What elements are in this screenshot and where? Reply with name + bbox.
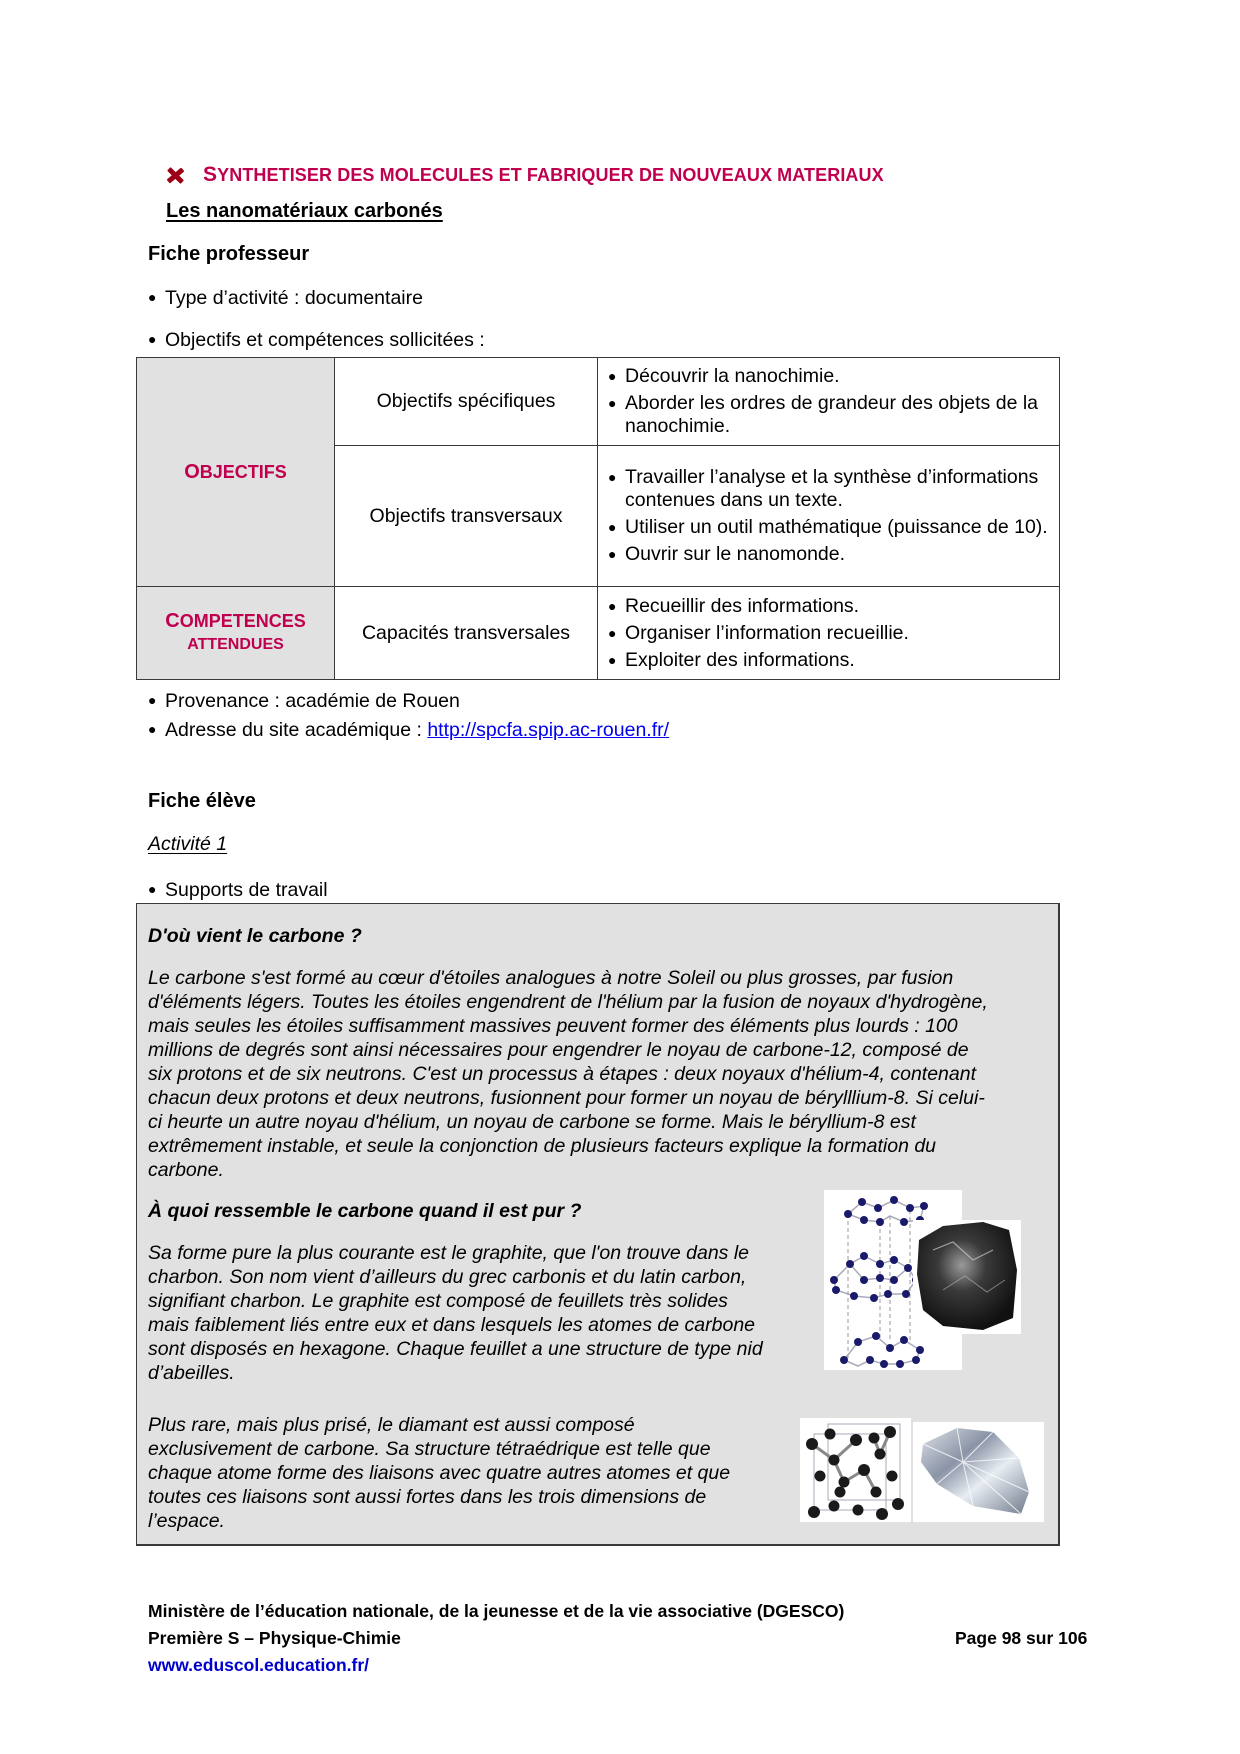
list-item: ● Utiliser un outil mathématique (puissance de 10).	[608, 516, 1048, 538]
diamond-gem-image	[913, 1422, 1044, 1522]
fiche-professeur-heading: Fiche professeur	[148, 243, 310, 265]
label-objectifs-specifiques: Objectifs spécifiques	[335, 358, 598, 446]
bullet-icon: ●	[148, 881, 157, 897]
section-title	[165, 163, 884, 187]
red-x-icon	[165, 166, 185, 184]
question-origin-carbon: D'où vient le carbone ?	[148, 925, 362, 947]
bullet-icon: ●	[148, 692, 157, 708]
bullet-icon: ●	[148, 721, 157, 737]
category-competences: COMPETENCES ATTENDUES	[137, 587, 335, 680]
question-pure-carbon: À quoi ressemble le carbone quand il est pur ?	[148, 1200, 582, 1222]
list-item: ● Organiser l’information recueillie.	[608, 621, 909, 644]
bullet-provenance: ● Provenance : académie de Rouen	[148, 690, 460, 712]
supports-text-box	[136, 903, 1060, 1546]
label-objectifs-transversaux: Objectifs transversaux	[335, 446, 598, 587]
label-capacites-transversales: Capacités transversales	[335, 587, 598, 680]
list-item: ● Aborder les ordres de grandeur des objets de la nanochimie.	[608, 392, 1039, 437]
academic-site-link[interactable]: http://spcfa.spip.ac-rouen.fr/	[427, 719, 670, 741]
bullet-icon: ●	[148, 331, 157, 347]
fiche-eleve-heading: Fiche élève	[148, 790, 256, 812]
paragraph-graphite: Sa forme pure la plus courante est le graphite, que l'on trouve dans le charbon. Son nom vient d’ailleurs du grec carbonis et du latin carbon, signifiant charbon. Le graphite est composé de feuillets très solides mais faiblement liés entre eux et dans lesquels les atomes de carbone sont disposés en hexagone. Chaque feuillet a une structure de type nid d’abeilles.	[148, 1242, 763, 1384]
list-item: ● Exploiter des informations.	[608, 648, 855, 671]
bullet-supports: ● Supports de travail	[148, 879, 328, 901]
section-title-text: SYNTHETISER DES MOLECULES ET FABRIQUER DE NOUVEAUX MATERIAUX	[203, 163, 884, 186]
table-row	[137, 358, 1060, 446]
bullet-activity-type: ● Type d’activité : documentaire	[148, 287, 423, 309]
list-item: ● Ouvrir sur le nanomonde.	[608, 543, 846, 565]
category-objectifs: OBJECTIFS	[137, 358, 335, 587]
items-objectifs-specifiques	[598, 358, 1060, 446]
list-item: ● Recueillir des informations.	[608, 594, 860, 617]
paragraph-origin-carbon: Le carbone s'est formé au cœur d'étoiles analogues à notre Soleil ou plus grosses, par fusion d'éléments légers. Toutes les étoiles engendrent de l'hélium par la fusion de noyaux d'hydrogène, mais seules les étoiles suffisamment massives peuvent former des éléments plus lourds : 100 millions de degrés sont ainsi nécessaires pour engendrer le noyau de carbone-12, composé de six protons et de six neutrons. C'est un processus à étapes : deux noyaux d'hélium-4, contenant chacun deux protons et deux neutrons, fusionnent pour former un noyau de bérylllium-8. Si celui- ci heurte un autre noyau d'hélium, un noyau de carbone se forme. Mais le béryllium-8 est extrêmement instable, et seule la conjonction de plusieurs facteurs explique la formation du carbone.	[148, 967, 988, 1181]
page-number: Page 98 sur 106	[955, 1628, 1088, 1648]
document-subtitle: Les nanomatériaux carbonés	[166, 200, 443, 222]
footer-course: Première S – Physique-Chimie	[148, 1628, 401, 1648]
list-item: ● Découvrir la nanochimie.	[608, 365, 840, 387]
list-item: ● Travailler l’analyse et la synthèse d’informations contenues dans un texte.	[608, 466, 1039, 511]
eduscol-link[interactable]: www.eduscol.education.fr/	[148, 1655, 370, 1675]
items-objectifs-transversaux	[598, 446, 1060, 587]
bullet-icon: ●	[148, 289, 157, 305]
bullet-address: ● Adresse du site académique : http://spcfa.spip.ac-rouen.fr/	[148, 719, 670, 741]
coal-lump-image	[913, 1220, 1021, 1334]
paragraph-diamond: Plus rare, mais plus prisé, le diamant est aussi composé exclusivement de carbone. Sa structure tétraédrique est telle que chaque atome forme des liaisons avec quatre autres atomes et que toutes ces liaisons sont aussi fortes dans les trois dimensions de l’espace.	[148, 1414, 731, 1532]
activity-label: Activité 1	[148, 833, 228, 855]
table-row	[137, 587, 1060, 680]
items-capacites-transversales	[598, 587, 1060, 680]
bullet-objectives: ● Objectifs et compétences sollicitées :	[148, 329, 485, 351]
diamond-structure-image	[800, 1418, 911, 1522]
footer-ministry: Ministère de l’éducation nationale, de la jeunesse et de la vie associative (DGESCO)	[148, 1601, 845, 1621]
objectives-table	[136, 357, 1060, 680]
